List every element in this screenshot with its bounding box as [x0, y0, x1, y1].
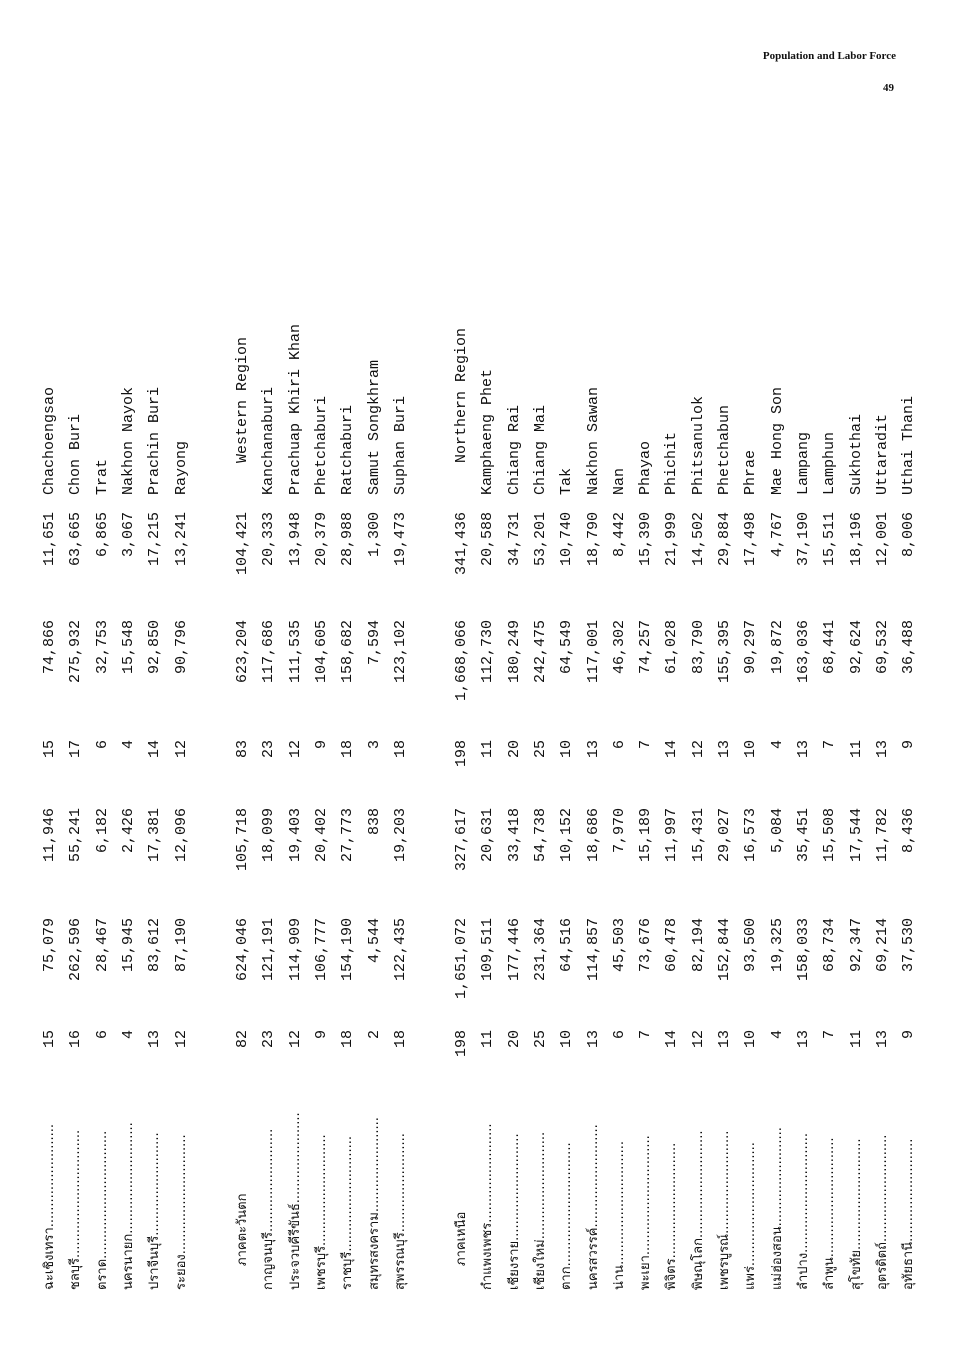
value-col-6: 104,421	[234, 512, 251, 576]
english-name: Rayong	[172, 440, 190, 495]
table-row	[871, 140, 895, 1290]
english-name: Tak	[558, 467, 576, 495]
value-col-5: 68,441	[821, 620, 839, 675]
value-col-3: 29,027	[716, 808, 733, 863]
thai-name: นครนายก...........................	[120, 1122, 136, 1290]
value-col-5: 7,594	[365, 620, 383, 666]
value-col-4: 18	[391, 740, 409, 759]
value-col-2: 106,777	[312, 918, 330, 982]
english-name: Suphan Buri	[391, 395, 409, 495]
value-col-4: 15	[41, 740, 58, 759]
value-col-5: 275,932	[67, 620, 85, 684]
value-col-1: 25	[531, 1030, 549, 1049]
value-col-3: 33,418	[505, 808, 523, 863]
value-col-2: 262,596	[67, 918, 85, 982]
table-row	[91, 140, 115, 1290]
value-col-4: 13	[584, 740, 602, 759]
thai-name: ประจวบคีรีขันธ์......................	[287, 1112, 303, 1290]
value-col-1: 9	[312, 1030, 330, 1040]
value-col-4: 12	[286, 740, 304, 759]
value-col-4: 11	[847, 740, 865, 759]
table-row	[389, 140, 413, 1290]
table-row	[143, 140, 167, 1290]
value-col-3: 11,946	[41, 808, 58, 863]
value-col-2: 19,325	[768, 918, 786, 973]
running-header-title: Population and Labor Force	[762, 50, 896, 62]
value-col-5: 83,790	[689, 620, 707, 675]
value-col-5: 92,624	[847, 620, 865, 675]
value-col-3: 15,431	[689, 808, 707, 863]
table-row	[555, 140, 579, 1290]
value-col-1: 82	[234, 1030, 251, 1049]
table-row	[739, 140, 763, 1290]
value-col-4: 12	[172, 740, 190, 759]
value-col-5: 74,866	[41, 620, 58, 675]
thai-name: อุตรดิตถ์..........................	[874, 1134, 890, 1290]
value-col-1: 11	[479, 1030, 497, 1049]
table-row	[582, 140, 606, 1290]
value-col-3: 105,718	[234, 808, 251, 872]
table-row	[660, 140, 684, 1290]
value-col-6: 17,498	[742, 512, 760, 567]
english-name: Prachin Buri	[146, 386, 164, 495]
value-col-2: 109,511	[479, 918, 497, 982]
english-name: Chachoengsao	[41, 386, 58, 495]
value-col-2: 92,347	[847, 918, 865, 973]
value-col-1: 18	[391, 1030, 409, 1049]
english-name: Chiang Rai	[505, 404, 523, 495]
value-col-3: 15,508	[821, 808, 839, 863]
thai-name: ภาคเหนือ	[454, 1211, 469, 1266]
value-col-6: 8,442	[610, 512, 628, 558]
value-col-1: 9	[900, 1030, 918, 1040]
value-col-6: 11,651	[41, 512, 58, 567]
thai-name: พะเยา.............................	[638, 1135, 654, 1290]
value-col-4: 6	[610, 740, 628, 750]
english-name: Nakhon Nayok	[119, 386, 137, 495]
value-col-4: 9	[312, 740, 330, 750]
value-col-6: 18,790	[584, 512, 602, 567]
english-name: Ratchaburi	[339, 404, 357, 495]
table-row	[363, 140, 387, 1290]
value-col-3: 11,782	[873, 808, 891, 863]
thai-name: ระยอง.............................	[173, 1134, 189, 1290]
value-col-5: 104,605	[312, 620, 330, 684]
value-col-6: 20,588	[479, 512, 497, 567]
value-col-2: 122,435	[391, 918, 409, 982]
value-col-4: 4	[119, 740, 137, 750]
table-row	[818, 140, 842, 1290]
english-name: Lamphun	[821, 431, 839, 495]
value-col-6: 13,241	[172, 512, 190, 567]
value-col-1: 23	[260, 1030, 278, 1049]
value-col-2: 121,191	[260, 918, 278, 982]
table-row	[310, 140, 334, 1290]
english-name: Kanchanaburi	[260, 386, 278, 495]
value-col-2: 69,214	[873, 918, 891, 973]
english-name: Northern Region	[453, 327, 470, 463]
value-col-5: 46,302	[610, 620, 628, 675]
value-col-3: 54,738	[531, 808, 549, 863]
value-col-1: 15	[41, 1030, 58, 1049]
value-col-1: 6	[93, 1030, 111, 1040]
thai-name: แพร่..............................	[743, 1142, 759, 1290]
thai-name: ราชบุรี............................	[340, 1135, 356, 1290]
value-col-4: 11	[479, 740, 497, 759]
value-col-4: 14	[146, 740, 164, 759]
value-col-1: 10	[558, 1030, 576, 1049]
value-col-4: 10	[742, 740, 760, 759]
value-col-2: 114,909	[286, 918, 304, 982]
value-col-1: 16	[67, 1030, 85, 1049]
value-col-5: 36,488	[900, 620, 918, 675]
table-row	[284, 140, 308, 1290]
value-col-5: 32,753	[93, 620, 111, 675]
value-col-1: 7	[821, 1030, 839, 1040]
value-col-1: 13	[584, 1030, 602, 1049]
english-name: Phayao	[637, 440, 655, 495]
value-col-2: 64,516	[558, 918, 576, 973]
value-col-6: 15,390	[637, 512, 655, 567]
value-col-4: 17	[67, 740, 85, 759]
table-row	[897, 140, 921, 1290]
value-col-2: 1,651,072	[453, 918, 470, 1000]
english-name: Western Region	[234, 336, 251, 463]
value-col-6: 17,215	[146, 512, 164, 567]
value-col-4: 4	[768, 740, 786, 750]
table-row	[476, 140, 500, 1290]
thai-name: สมุทรสงคราม.......................	[366, 1117, 382, 1290]
table-row	[634, 140, 658, 1290]
value-col-5: 123,102	[391, 620, 409, 684]
value-col-1: 6	[610, 1030, 628, 1040]
value-col-3: 7,970	[610, 808, 628, 854]
value-col-1: 13	[873, 1030, 891, 1049]
table-row	[257, 140, 281, 1290]
thai-name: เพชรบุรี...........................	[313, 1134, 329, 1290]
value-col-5: 117,001	[584, 620, 602, 684]
english-name: Phichit	[663, 431, 681, 495]
thai-name: ชลบุรี...............................	[68, 1129, 84, 1290]
thai-name: เพชรบูรณ์.........................	[717, 1130, 732, 1290]
value-col-6: 13,948	[286, 512, 304, 567]
value-col-3: 838	[365, 808, 383, 836]
value-col-5: 1,668,066	[453, 620, 470, 702]
value-col-2: 37,530	[900, 918, 918, 973]
table-row	[38, 140, 62, 1290]
value-col-2: 68,734	[821, 918, 839, 973]
value-col-2: 158,033	[794, 918, 812, 982]
thai-name: พิษณุโลก..........................	[690, 1130, 706, 1290]
value-col-6: 19,473	[391, 512, 409, 567]
value-col-2: 15,945	[119, 918, 137, 973]
value-col-3: 16,573	[742, 808, 760, 863]
value-col-3: 19,203	[391, 808, 409, 863]
table-row	[503, 140, 527, 1290]
table-row	[687, 140, 711, 1290]
english-name: Trat	[93, 458, 111, 495]
table-row	[336, 140, 360, 1290]
value-col-6: 10,740	[558, 512, 576, 567]
value-col-3: 5,084	[768, 808, 786, 854]
value-col-6: 15,511	[821, 512, 839, 567]
thai-name: ตราด...............................	[94, 1130, 110, 1290]
value-col-3: 11,997	[663, 808, 681, 863]
value-col-3: 19,403	[286, 808, 304, 863]
value-col-4: 12	[689, 740, 707, 759]
value-col-4: 10	[558, 740, 576, 759]
value-col-1: 10	[742, 1030, 760, 1049]
value-col-1: 4	[119, 1030, 137, 1040]
value-col-1: 13	[716, 1030, 733, 1049]
region-heading-row	[450, 140, 474, 1290]
english-name: Nan	[610, 467, 628, 495]
value-col-5: 19,872	[768, 620, 786, 675]
value-col-3: 327,617	[453, 808, 470, 872]
value-col-1: 12	[689, 1030, 707, 1049]
value-col-4: 13	[716, 740, 733, 759]
value-col-3: 18,099	[260, 808, 278, 863]
value-col-4: 13	[794, 740, 812, 759]
thai-name: ลำปาง.............................	[795, 1132, 811, 1290]
value-col-2: 93,500	[742, 918, 760, 973]
value-col-6: 29,884	[716, 512, 733, 567]
value-col-1: 11	[847, 1030, 865, 1049]
value-col-6: 6,865	[93, 512, 111, 558]
thai-name: เชียงใหม่..........................	[532, 1131, 548, 1290]
english-name: Sukhothai	[847, 413, 865, 495]
table-row	[170, 140, 194, 1290]
value-col-6: 28,988	[339, 512, 357, 567]
value-col-3: 6,182	[93, 808, 111, 854]
value-col-1: 12	[172, 1030, 190, 1049]
value-col-6: 20,333	[260, 512, 278, 567]
value-col-3: 15,189	[637, 808, 655, 863]
thai-name: ตาก..............................	[559, 1142, 575, 1290]
english-name: Kamphaeng Phet	[479, 368, 497, 495]
value-col-3: 27,773	[339, 808, 357, 863]
value-col-2: 154,190	[339, 918, 357, 982]
value-col-1: 13	[146, 1030, 164, 1049]
thai-name: ภาคตะวันตก	[235, 1193, 250, 1266]
thai-name: สุพรรณบุรี........................	[392, 1133, 408, 1290]
value-col-5: 155,395	[716, 620, 733, 684]
value-col-6: 34,731	[505, 512, 523, 567]
value-col-5: 163,036	[794, 620, 812, 684]
value-col-4: 7	[637, 740, 655, 750]
table-row	[713, 140, 737, 1290]
value-col-2: 60,478	[663, 918, 681, 973]
english-name: Nakhon Sawan	[584, 386, 602, 495]
table-row	[845, 140, 869, 1290]
value-col-6: 3,067	[119, 512, 137, 558]
english-name: Prachuap Khiri Khan	[286, 323, 304, 495]
thai-name: กาญจนบุรี.........................	[261, 1128, 277, 1290]
value-col-4: 7	[821, 740, 839, 750]
value-col-3: 17,544	[847, 808, 865, 863]
province-statistics-table	[18, 140, 923, 1290]
value-col-2: 152,844	[716, 918, 733, 982]
value-col-4: 3	[365, 740, 383, 750]
value-col-6: 18,196	[847, 512, 865, 567]
value-col-2: 87,190	[172, 918, 190, 973]
english-name: Samut Songkhram	[365, 359, 383, 495]
value-col-4: 14	[663, 740, 681, 759]
thai-name: พิจิตร............................	[664, 1142, 680, 1290]
english-name: Phrae	[742, 449, 760, 495]
value-col-2: 231,364	[531, 918, 549, 982]
value-col-1: 12	[286, 1030, 304, 1049]
value-col-2: 114,857	[584, 918, 602, 982]
english-name: Phetchaburi	[312, 395, 330, 495]
table-row	[608, 140, 632, 1290]
value-col-4: 83	[234, 740, 251, 759]
value-col-5: 112,730	[479, 620, 497, 684]
value-col-4: 6	[93, 740, 111, 750]
value-col-3: 35,451	[794, 808, 812, 863]
value-col-6: 12,001	[873, 512, 891, 567]
table-row	[766, 140, 790, 1290]
value-col-4: 20	[505, 740, 523, 759]
value-col-6: 341,436	[453, 512, 470, 576]
table-row	[64, 140, 88, 1290]
value-col-2: 177,446	[505, 918, 523, 982]
value-col-2: 75,079	[41, 918, 58, 973]
english-name: Phitsanulok	[689, 395, 707, 495]
english-name: Uttaradit	[873, 413, 891, 495]
value-col-5: 92,850	[146, 620, 164, 675]
english-name: Chon Buri	[67, 413, 85, 495]
value-col-3: 10,152	[558, 808, 576, 863]
value-col-5: 158,682	[339, 620, 357, 684]
value-col-1: 7	[637, 1030, 655, 1040]
value-col-1: 13	[794, 1030, 812, 1049]
english-name: Chiang Mai	[531, 404, 549, 495]
value-col-5: 69,532	[873, 620, 891, 675]
value-col-1: 14	[663, 1030, 681, 1049]
value-col-5: 623,204	[234, 620, 251, 684]
thai-name: แม่ฮ่องสอน........................	[769, 1127, 785, 1290]
value-col-6: 37,190	[794, 512, 812, 567]
value-col-1: 18	[339, 1030, 357, 1049]
english-name: Phetchabun	[716, 404, 733, 495]
thai-name: ฉะเชิงเทรา.........................	[42, 1123, 57, 1290]
value-col-6: 8,006	[900, 512, 918, 558]
value-col-6: 14,502	[689, 512, 707, 567]
value-col-3: 20,402	[312, 808, 330, 863]
english-name: Lampang	[794, 431, 812, 495]
value-col-6: 20,379	[312, 512, 330, 567]
value-col-3: 20,631	[479, 808, 497, 863]
value-col-3: 18,686	[584, 808, 602, 863]
value-col-6: 21,999	[663, 512, 681, 567]
value-col-1: 2	[365, 1030, 383, 1040]
value-col-4: 13	[873, 740, 891, 759]
value-col-3: 8,436	[900, 808, 918, 854]
value-col-2: 73,676	[637, 918, 655, 973]
thai-name: น่าน..............................	[611, 1140, 627, 1290]
value-col-3: 17,381	[146, 808, 164, 863]
value-col-6: 4,767	[768, 512, 786, 558]
thai-name: สุโขทัย...........................	[848, 1138, 864, 1290]
page-number: 49	[883, 82, 894, 94]
value-col-5: 74,257	[637, 620, 655, 675]
thai-name: ลำพูน.............................	[822, 1137, 838, 1290]
value-col-2: 45,503	[610, 918, 628, 973]
value-col-4: 23	[260, 740, 278, 759]
value-col-3: 12,096	[172, 808, 190, 863]
value-col-2: 83,612	[146, 918, 164, 973]
value-col-4: 198	[453, 740, 470, 768]
table-row	[529, 140, 553, 1290]
value-col-3: 55,241	[67, 808, 85, 863]
thai-name: อุทัยธานี.........................	[901, 1138, 917, 1290]
value-col-1: 4	[768, 1030, 786, 1040]
value-col-3: 2,426	[119, 808, 137, 854]
value-col-5: 90,297	[742, 620, 760, 675]
value-col-4: 18	[339, 740, 357, 759]
value-col-6: 1,300	[365, 512, 383, 558]
region-heading-row	[231, 140, 255, 1290]
table-row	[117, 140, 141, 1290]
value-col-5: 242,475	[531, 620, 549, 684]
value-col-6: 53,201	[531, 512, 549, 567]
value-col-5: 180,249	[505, 620, 523, 684]
value-col-6: 63,665	[67, 512, 85, 567]
value-col-5: 64,549	[558, 620, 576, 675]
value-col-4: 9	[900, 740, 918, 750]
value-col-4: 25	[531, 740, 549, 759]
value-col-2: 82,194	[689, 918, 707, 973]
value-col-5: 15,548	[119, 620, 137, 675]
value-col-5: 117,686	[260, 620, 278, 684]
english-name: Uthai Thani	[900, 395, 918, 495]
value-col-5: 90,796	[172, 620, 190, 675]
table-row	[792, 140, 816, 1290]
value-col-1: 198	[453, 1030, 470, 1058]
value-col-2: 28,467	[93, 918, 111, 973]
thai-name: กำแพงเพชร........................	[480, 1123, 496, 1290]
thai-name: เชียงราย..........................	[506, 1133, 522, 1290]
thai-name: นครสวรรค์.........................	[585, 1124, 601, 1290]
thai-name: ปราจีนบุรี.........................	[147, 1132, 163, 1290]
english-name: Mae Hong Son	[768, 386, 786, 495]
value-col-5: 61,028	[663, 620, 681, 675]
value-col-1: 20	[505, 1030, 523, 1049]
value-col-2: 624,046	[234, 918, 251, 982]
value-col-5: 111,535	[286, 620, 304, 684]
value-col-2: 4,544	[365, 918, 383, 964]
